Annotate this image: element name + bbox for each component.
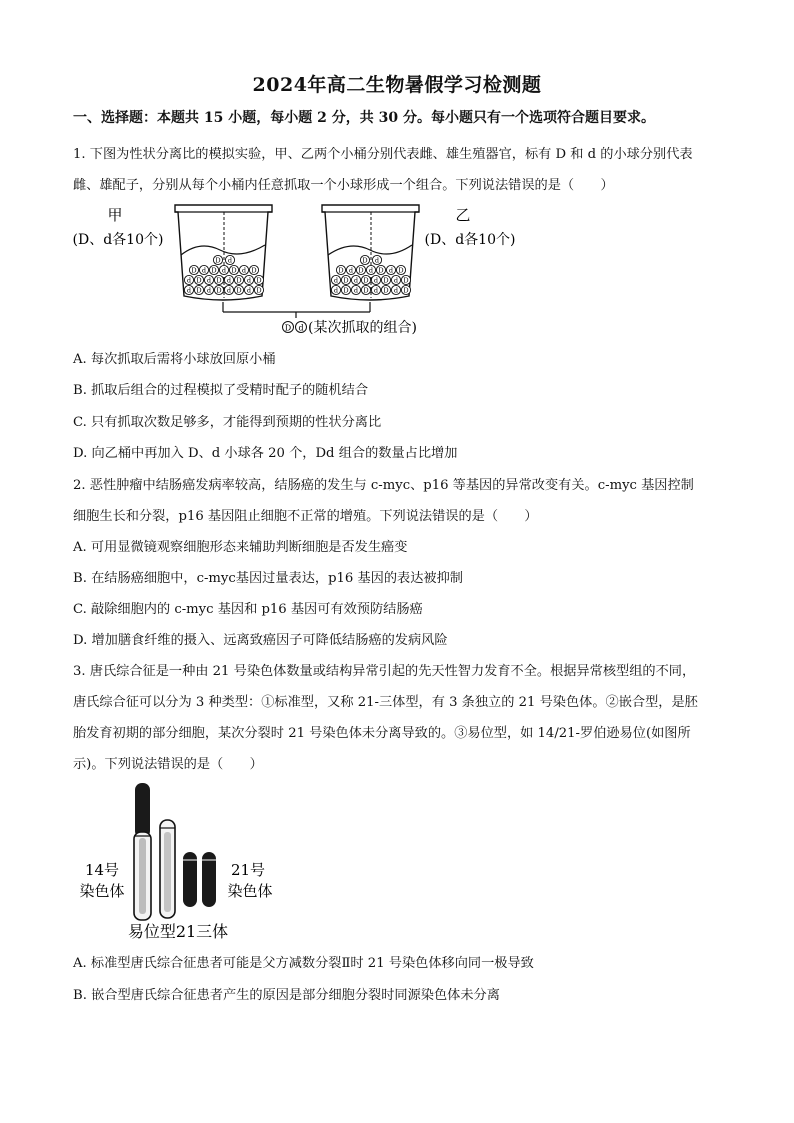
bucket-ball-letter: D (383, 286, 389, 295)
bucket-ball-letter: d (393, 286, 399, 295)
bucket-ball-letter: D (231, 266, 237, 275)
bucket-ball-letter: D (196, 276, 202, 285)
q2-option-d: D. 增加膳食纤维的摄入、远离致癌因子可降低结肠癌的发病风险 (73, 633, 448, 648)
bucket-right-label: 乙 (455, 206, 471, 224)
bucket-jia (175, 205, 272, 300)
q3-stem-line-1: 3. 唐氏综合征是一种由 21 号染色体数量或结构异常引起的先天性智力发育不全。根据异常核型组的不同， (73, 664, 696, 679)
bucket-ball-letter: d (186, 286, 192, 295)
bucket-ball-letter: d (393, 276, 399, 285)
bucket-ball-letter: D (362, 256, 368, 265)
bucket-ball-letter: D (398, 266, 404, 275)
bucket-ball-letter: d (206, 276, 212, 285)
bucket-ball-letter: D (216, 276, 222, 285)
chromosome-21-pair (183, 852, 216, 907)
bucket-ball-letter: d (201, 266, 207, 275)
bucket-ball-letter: d (388, 266, 394, 275)
bucket-ball-letter: d (246, 276, 252, 285)
bucket-ball-letter: d (206, 286, 212, 295)
bucket-ball-letter: D (363, 286, 369, 295)
bucket-ball-letter: d (353, 286, 359, 295)
bucket-right-count: (D、d各10个) (424, 232, 516, 248)
label-14-line1: 14号 (84, 861, 120, 879)
q3-option-a: A. 标准型唐氏综合征患者可能是父方减数分裂Ⅱ时 21 号染色体移向同一极导致 (73, 956, 534, 971)
q2-option-b: B. 在结肠癌细胞中，c-myc基因过量表达，p16 基因的表达被抑制 (73, 571, 463, 586)
bucket-ball-letter: d (226, 286, 232, 295)
bucket-ball-letter: D (403, 286, 409, 295)
bucket-yi (322, 205, 419, 300)
label-21-line2: 染色体 (227, 882, 273, 900)
bucket-ball-letter: d (373, 286, 379, 295)
q1-stem-line-2: 雌、雄配子，分别从每个小桶内任意抓取一个小球形成一个组合。下列说法错误的是（ ） (73, 178, 614, 193)
bucket-ball-letter: D (191, 266, 197, 275)
bucket-ball-letter: D (338, 266, 344, 275)
bucket-left-label: 甲 (107, 206, 123, 224)
bucket-ball-letter: d (333, 276, 339, 285)
bucket-ball-letter: d (186, 276, 192, 285)
bucket-ball-letter: D (403, 276, 409, 285)
bucket-ball-letter: D (251, 266, 257, 275)
bucket-ball-letter: D (236, 286, 242, 295)
chromosome-14 (160, 820, 175, 918)
bucket-ball-letter: D (343, 286, 349, 295)
q1-figure-buckets (70, 200, 530, 340)
bucket-ball-letter: d (226, 276, 232, 285)
label-21-line1: 21号 (230, 861, 266, 879)
bucket-ball-letter: d (373, 276, 379, 285)
bucket-ball-letter: D (216, 286, 222, 295)
bucket-ball-letter: D (256, 286, 262, 295)
bucket-ball-letter: D (378, 266, 384, 275)
bucket-ball-letter: d (221, 266, 227, 275)
q3-stem-line-4: 示)。下列说法错误的是（ ） (73, 757, 263, 772)
q3-stem-line-3: 胎发育初期的部分细胞，某次分裂时 21 号染色体未分离导致的。③易位型，如 14/21-罗伯逊易位(如图所 (73, 726, 691, 741)
bucket-ball-letter: D (358, 266, 364, 275)
q2-stem-line-1: 2. 恶性肿瘤中结肠癌发病率较高，结肠癌的发生与 c-myc、p16 等基因的异常改变有关。c-myc 基因控制 (73, 478, 694, 493)
page-title: 2024年高二生物暑假学习检测题 (252, 74, 542, 96)
bucket-ball-letter: D (236, 276, 242, 285)
bucket-ball-letter: d (368, 266, 374, 275)
bucket-ball-letter: d (348, 266, 354, 275)
combo-caption: (某次抓取的组合) (308, 320, 417, 336)
figure-caption: 易位型21三体 (127, 922, 229, 941)
bucket-ball-letter: d (353, 276, 359, 285)
bucket-ball-letter: d (227, 256, 233, 265)
translocated-chromosome (134, 783, 151, 920)
q3-stem-line-2: 唐氏综合征可以分为 3 种类型：①标准型，又称 21-三体型，有 3 条独立的 21 号染色体。②嵌合型，是胚 (73, 695, 698, 710)
q3-figure-chromosomes (70, 780, 290, 945)
bucket-ball-letter: d (241, 266, 247, 275)
bucket-ball-letter: D (256, 276, 262, 285)
q2-option-a: A. 可用显微镜观察细胞形态来辅助判断细胞是否发生癌变 (73, 540, 408, 555)
q1-option-b: B. 抓取后组合的过程模拟了受精时配子的随机结合 (73, 383, 369, 398)
combo-ball-2: d (298, 323, 304, 333)
q1-option-d: D. 向乙桶中再加入 D、d 小球各 20 个，Dd 组合的数量占比增加 (73, 446, 458, 461)
label-14-line2: 染色体 (79, 882, 125, 900)
q1-stem-line-1: 1. 下图为性状分离比的模拟实验，甲、乙两个小桶分别代表雌、雄生殖器官，标有 D 和 d 的小球分别代表 (73, 147, 693, 162)
bucket-left-count: (D、d各10个) (72, 232, 164, 248)
q2-option-c: C. 敲除细胞内的 c-myc 基因和 p16 基因可有效预防结肠癌 (73, 602, 423, 617)
bucket-ball-letter: D (215, 256, 221, 265)
q1-option-c: C. 只有抓取次数足够多，才能得到预期的性状分离比 (73, 415, 382, 430)
bucket-ball-letter: D (363, 276, 369, 285)
bucket-ball-letter: D (196, 286, 202, 295)
bucket-ball-letter: D (343, 276, 349, 285)
section-heading: 一、选择题：本题共 15 小题，每小题 2 分，共 30 分。每小题只有一个选项符合题目要求。 (73, 110, 655, 126)
bucket-ball-letter: d (333, 286, 339, 295)
q3-option-b: B. 嵌合型唐氏综合征患者产生的原因是部分细胞分裂时同源染色体未分离 (73, 988, 500, 1003)
bucket-ball-letter: D (383, 276, 389, 285)
bucket-ball-letter: d (374, 256, 380, 265)
combo-balls (283, 322, 307, 333)
bucket-ball-letter: d (246, 286, 252, 295)
combo-ball-1: D (284, 323, 292, 333)
q2-stem-line-2: 细胞生长和分裂，p16 基因阻止细胞不正常的增殖。下列说法错误的是（ ） (73, 509, 538, 524)
q1-option-a: A. 每次抓取后需将小球放回原小桶 (73, 352, 276, 367)
bucket-ball-letter: D (211, 266, 217, 275)
